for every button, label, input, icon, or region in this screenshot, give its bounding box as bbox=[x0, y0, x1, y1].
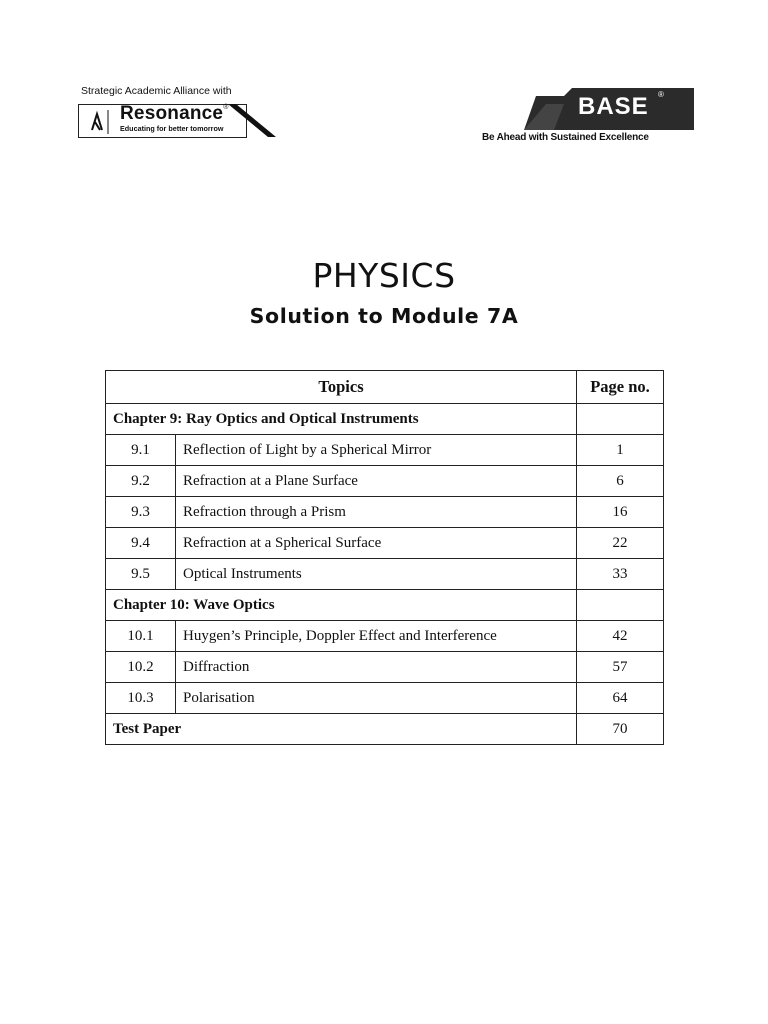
base-tagline: Be Ahead with Sustained Excellence bbox=[482, 132, 649, 143]
chapter-9-page bbox=[577, 404, 664, 435]
section-topic: Reflection of Light by a Spherical Mirror bbox=[176, 435, 577, 466]
table-row bbox=[106, 466, 664, 497]
section-page: 16 bbox=[577, 497, 664, 528]
section-number: 9.1 bbox=[106, 435, 176, 466]
section-topic: Refraction through a Prism bbox=[176, 497, 577, 528]
base-logo-block bbox=[480, 86, 694, 146]
resonance-wordmark bbox=[120, 104, 229, 123]
section-page: 57 bbox=[577, 652, 664, 683]
alliance-text: Strategic Academic Alliance with bbox=[81, 85, 232, 97]
section-number: 9.4 bbox=[106, 528, 176, 559]
section-number: 10.3 bbox=[106, 683, 176, 714]
topics-header: Topics bbox=[106, 371, 577, 404]
section-topic: Huygen’s Principle, Doppler Effect and Interference bbox=[176, 621, 577, 652]
section-page: 6 bbox=[577, 466, 664, 497]
section-page: 42 bbox=[577, 621, 664, 652]
chapter-row bbox=[106, 590, 664, 621]
table-row bbox=[106, 497, 664, 528]
table-row bbox=[106, 652, 664, 683]
resonance-name: Resonance bbox=[120, 103, 224, 124]
contents-table bbox=[105, 370, 664, 745]
table-row bbox=[106, 621, 664, 652]
section-topic: Refraction at a Spherical Surface bbox=[176, 528, 577, 559]
section-number: 9.5 bbox=[106, 559, 176, 590]
section-page: 64 bbox=[577, 683, 664, 714]
chapter-row bbox=[106, 404, 664, 435]
section-page: 33 bbox=[577, 559, 664, 590]
table-row bbox=[106, 559, 664, 590]
resonance-registered-mark: ® bbox=[223, 104, 229, 111]
section-number: 9.2 bbox=[106, 466, 176, 497]
base-wordmark: BASE bbox=[578, 93, 649, 120]
section-topic: Diffraction bbox=[176, 652, 577, 683]
section-topic: Optical Instruments bbox=[176, 559, 577, 590]
table-row bbox=[106, 528, 664, 559]
resonance-logo-block bbox=[78, 84, 278, 142]
chapter-9-heading: Chapter 9: Ray Optics and Optical Instruments bbox=[106, 404, 577, 435]
subject-title: PHYSICS bbox=[312, 256, 456, 295]
section-number: 10.1 bbox=[106, 621, 176, 652]
test-paper-label: Test Paper bbox=[106, 714, 577, 745]
chapter-10-page bbox=[577, 590, 664, 621]
test-paper-row bbox=[106, 714, 664, 745]
table-row bbox=[106, 435, 664, 466]
resonance-tagline: Educating for better tomorrow bbox=[120, 124, 224, 133]
base-registered-mark: ® bbox=[658, 90, 664, 99]
section-topic: Polarisation bbox=[176, 683, 577, 714]
chapter-10-heading: Chapter 10: Wave Optics bbox=[106, 590, 577, 621]
test-paper-page: 70 bbox=[577, 714, 664, 745]
table-header-row bbox=[106, 371, 664, 404]
section-number: 9.3 bbox=[106, 497, 176, 528]
section-page: 22 bbox=[577, 528, 664, 559]
section-page: 1 bbox=[577, 435, 664, 466]
section-number: 10.2 bbox=[106, 652, 176, 683]
module-subtitle: Solution to Module 7A bbox=[249, 304, 519, 328]
table-row bbox=[106, 683, 664, 714]
page-no-header: Page no. bbox=[577, 371, 664, 404]
section-topic: Refraction at a Plane Surface bbox=[176, 466, 577, 497]
